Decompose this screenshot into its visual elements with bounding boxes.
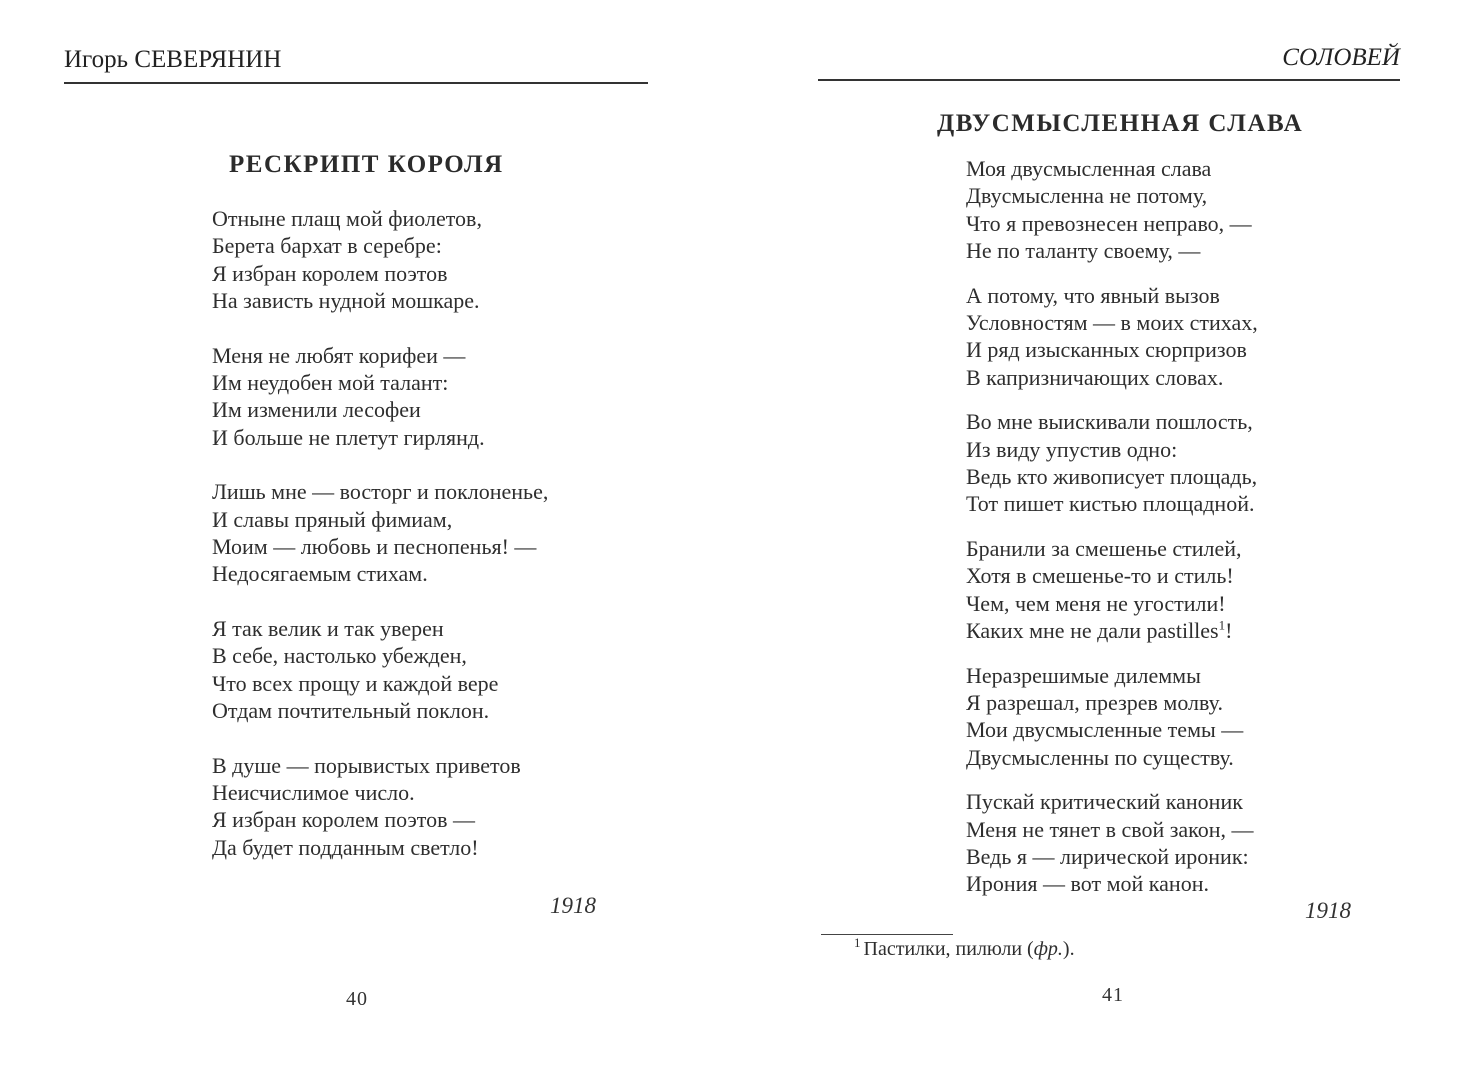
verse-line: В себе, настолько убежден, [212,643,467,669]
verse-line: Пускай критический каноник [966,789,1243,815]
header-rule [818,79,1400,81]
verse-line: Из виду упустив одно: [966,436,1178,462]
verse-line: Неисчислимое число. [212,779,415,805]
poem-title: РЕСКРИПТ КОРОЛЯ [229,151,504,178]
footnote-reference: 1 [1218,617,1226,633]
verse-line: И славы пряный фимиам, [212,506,453,532]
verse-line: Я избран королем поэтов [212,260,448,286]
verse-line: Отдам почтительный поклон. [212,698,490,724]
verse-line: Да будет подданным светло! [212,834,479,860]
verse-line: Мои двусмысленные темы — [966,717,1244,743]
verse-line: Что я превознесен неправо, — [966,210,1252,236]
verse-line: Им изменили лесофеи [212,397,421,423]
footnote [854,935,1075,961]
verse-line: Лишь мне — восторг и поклоненье, [212,479,549,505]
verse-line: Двусмысленна не потому, [966,183,1208,209]
verse-line: Я разрешал, презрев молву. [966,689,1223,715]
stanza [966,788,1258,898]
verse-line: Берета бархат в серебре: [212,233,442,259]
verse-line: Недосягаемым стихам. [212,561,428,587]
footnote-text: Пастилки, пилюли ( [863,938,1034,960]
verse-line: Моя двусмысленная слава [966,156,1212,181]
verse-line: А потому, что явный вызов [966,282,1220,308]
footnote-close: ). [1062,938,1075,960]
verse-line: Отныне плащ мой фиолетов, [212,206,482,231]
stanza [966,282,1258,392]
verse-line: Условностям — в моих стихах, [966,310,1258,336]
stanza [212,752,548,862]
verse-line-with-footnote [966,617,1258,644]
verse-line: В душе — порывистых приветов [212,752,521,778]
poem-title: ДВУСМЫСЛЕННАЯ СЛАВА [937,110,1304,137]
running-head-section: СОЛОВЕЙ [1282,44,1400,71]
verse-line: И больше не плетут гирлянд. [212,424,485,450]
poem-date: 1918 [550,893,596,918]
stanza [966,408,1258,518]
stanza [966,662,1258,772]
verse-line: Не по таланту своему, — [966,238,1201,264]
verse-punctuation: ! [1225,618,1233,644]
verse-line: Ирония — вот мой канон. [966,871,1209,897]
verse-line: Двусмысленны по существу. [966,744,1234,770]
stanza [966,155,1258,265]
stanza [212,342,548,452]
verse-line: Ведь я — лирической ироник: [966,843,1249,869]
stanza [212,478,548,588]
verse-line: Меня не тянет в свой закон, — [966,816,1254,842]
verse-line: Ведь кто живописует площадь, [966,464,1258,490]
page-number: 41 [1102,984,1124,1006]
header-rule [64,82,648,84]
footnote-marker: 1 [854,935,861,951]
footnote-language: фр. [1033,938,1063,960]
verse-line: Моим — любовь и песнопенья! — [212,534,537,560]
footnote-rule [821,934,953,935]
verse-line: Им неудобен мой талант: [212,370,449,396]
verse-line: Чем, чем меня не угостили! [966,590,1226,616]
right-page [737,0,1474,1080]
verse-line: Что всех прощу и каждой вере [212,670,499,696]
verse-line: И ряд изысканных сюрпризов [966,337,1247,363]
poem-body [966,155,1258,898]
stanza [212,615,548,725]
verse-line: Бранили за смешенье стилей, [966,535,1242,561]
poem-body [212,205,548,861]
verse-line: Хотя в смешенье-то и стиль! [966,563,1234,589]
poem-date: 1918 [1305,898,1351,923]
verse-line: Меня не любят корифеи — [212,342,466,368]
page-number: 40 [346,988,368,1010]
verse-line: В капризничающих словах. [966,364,1224,390]
verse-line: Я так велик и так уверен [212,615,444,641]
verse-line: Во мне выискивали пошлость, [966,409,1253,435]
verse-line: Я избран королем поэтов — [212,807,476,833]
stanza [966,535,1258,645]
verse-line: На зависть нудной мошкаре. [212,288,480,314]
verse-text: Каких мне не дали pastilles [966,618,1219,644]
verse-line: Тот пишет кистью площадной. [966,491,1255,517]
running-head-author: Игорь СЕВЕРЯНИН [64,46,282,73]
verse-line: Неразрешимые дилеммы [966,662,1201,688]
stanza [212,205,548,315]
